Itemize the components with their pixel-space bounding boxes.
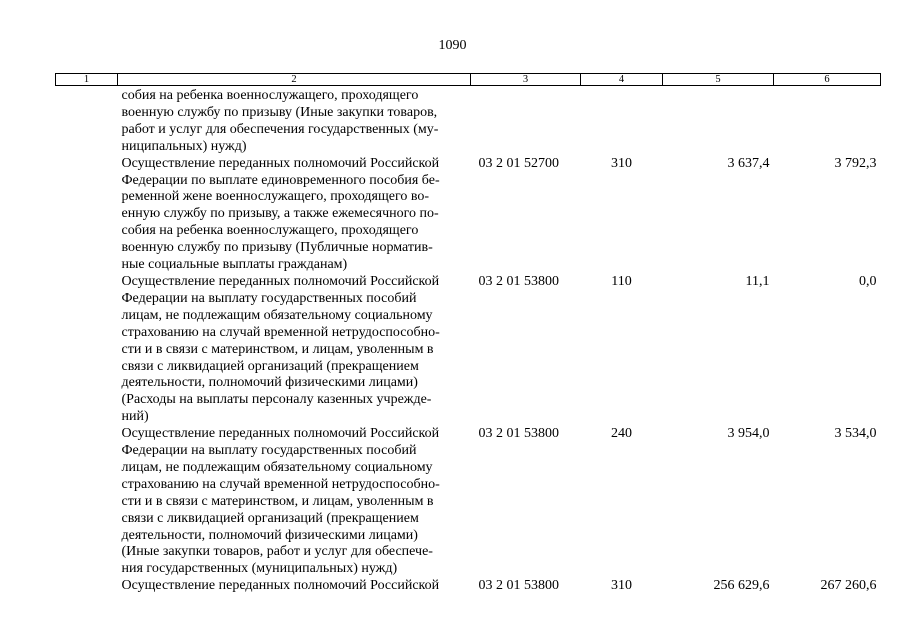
description-line: лицам, не подлежащим обязательному социальному — [121, 307, 433, 323]
description-line: собия на ребенка военнослужащего, проходящего — [121, 88, 419, 103]
description-line: ные социальные выплаты гражданам) — [121, 257, 348, 273]
row-amount-year2: 267 260,6 — [820, 578, 877, 594]
description-line: енную службу по призыву, а также ежемесячного по- — [121, 206, 439, 222]
row-expense-type: 110 — [611, 273, 632, 289]
description-line: сти и в связи с материнством, и лицам, уволенным в — [121, 493, 434, 509]
row-expense-type: 240 — [611, 426, 632, 442]
row-amount-year1: 11,1 — [745, 273, 770, 289]
description-line: Федерации по выплате единовременного пособия бе- — [121, 172, 440, 188]
row-description — [118, 86, 471, 156]
row-description — [118, 274, 471, 426]
table-row — [56, 426, 881, 578]
row-code: 03 2 01 52700 — [478, 155, 559, 171]
row-number-cell — [56, 426, 118, 578]
column-header-6: 6 — [774, 74, 881, 86]
row-amount-year2: 0,0 — [859, 273, 877, 289]
row-amount-year1: 3 954,0 — [727, 426, 770, 442]
description-line: страхованию на случай временной нетрудоспособно- — [121, 324, 440, 340]
description-line: Осуществление переданных полномочий Российской — [121, 426, 440, 442]
row-code: 03 2 01 53800 — [478, 578, 559, 594]
row-description — [118, 156, 471, 274]
column-header-5: 5 — [663, 74, 774, 86]
description-line: страхованию на случай временной нетрудоспособно- — [121, 476, 440, 492]
row-amount-year1 — [663, 86, 774, 156]
description-line: деятельности, полномочий физическими лицами) — [121, 527, 418, 543]
row-amount-year2: 3 534,0 — [834, 426, 877, 442]
budget-table — [55, 73, 881, 595]
table-row — [56, 274, 881, 426]
description-line: военную службу по призыву (Публичные норматив- — [121, 240, 433, 256]
description-line: Федерации на выплату государственных пособий — [121, 443, 417, 459]
row-amount-year2: 3 792,3 — [834, 155, 877, 171]
column-header-2: 2 — [118, 74, 471, 86]
row-expense-type: 310 — [611, 155, 632, 171]
description-line: лицам, не подлежащим обязательному социальному — [121, 459, 433, 475]
description-line: собия на ребенка военнослужащего, проходящего — [121, 223, 419, 239]
row-number-cell — [56, 86, 118, 156]
description-line: ниципальных) нужд) — [121, 138, 247, 154]
table-header-row — [56, 74, 881, 86]
row-number-cell — [56, 578, 118, 595]
row-expense-type: 310 — [611, 578, 632, 594]
description-line: Осуществление переданных полномочий Российской — [121, 578, 440, 594]
row-code — [471, 86, 581, 156]
description-line: Осуществление переданных полномочий Российской — [121, 155, 440, 171]
table-body — [56, 86, 881, 596]
description-line: работ и услуг для обеспечения государственных (му- — [121, 121, 439, 137]
description-line: (Расходы на выплаты персоналу казенных учрежде- — [121, 392, 432, 408]
row-number-cell — [56, 274, 118, 426]
row-expense-type — [581, 86, 663, 156]
row-description — [118, 578, 471, 595]
table-row — [56, 86, 881, 156]
description-line: деятельности, полномочий физическими лицами) — [121, 375, 418, 391]
description-line: военную службу по призыву (Иные закупки товаров, — [121, 104, 438, 120]
description-line: Осуществление переданных полномочий Российской — [121, 273, 440, 289]
description-line: связи с ликвидацией организаций (прекращением — [121, 510, 419, 526]
row-number-cell — [56, 156, 118, 274]
description-line: Федерации на выплату государственных пособий — [121, 290, 417, 306]
row-description — [118, 426, 471, 578]
page-number: 1090 — [438, 38, 467, 53]
description-line: ний) — [121, 409, 149, 425]
description-line: ния государственных (муниципальных) нужд) — [121, 561, 398, 577]
description-line: связи с ликвидацией организаций (прекращением — [121, 358, 419, 374]
column-header-4: 4 — [581, 74, 663, 86]
table-row — [56, 578, 881, 595]
column-header-3: 3 — [471, 74, 581, 86]
table-row — [56, 156, 881, 274]
description-line: сти и в связи с материнством, и лицам, уволенным в — [121, 341, 434, 357]
row-code: 03 2 01 53800 — [478, 273, 559, 289]
description-line: (Иные закупки товаров, работ и услуг для обеспече- — [121, 544, 433, 560]
row-amount-year1: 3 637,4 — [727, 155, 770, 171]
row-amount-year1: 256 629,6 — [713, 578, 770, 594]
row-amount-year2 — [774, 86, 881, 156]
row-code: 03 2 01 53800 — [478, 426, 559, 442]
description-line: ременной жене военнослужащего, проходящего во- — [121, 189, 430, 205]
column-header-1: 1 — [56, 74, 118, 86]
